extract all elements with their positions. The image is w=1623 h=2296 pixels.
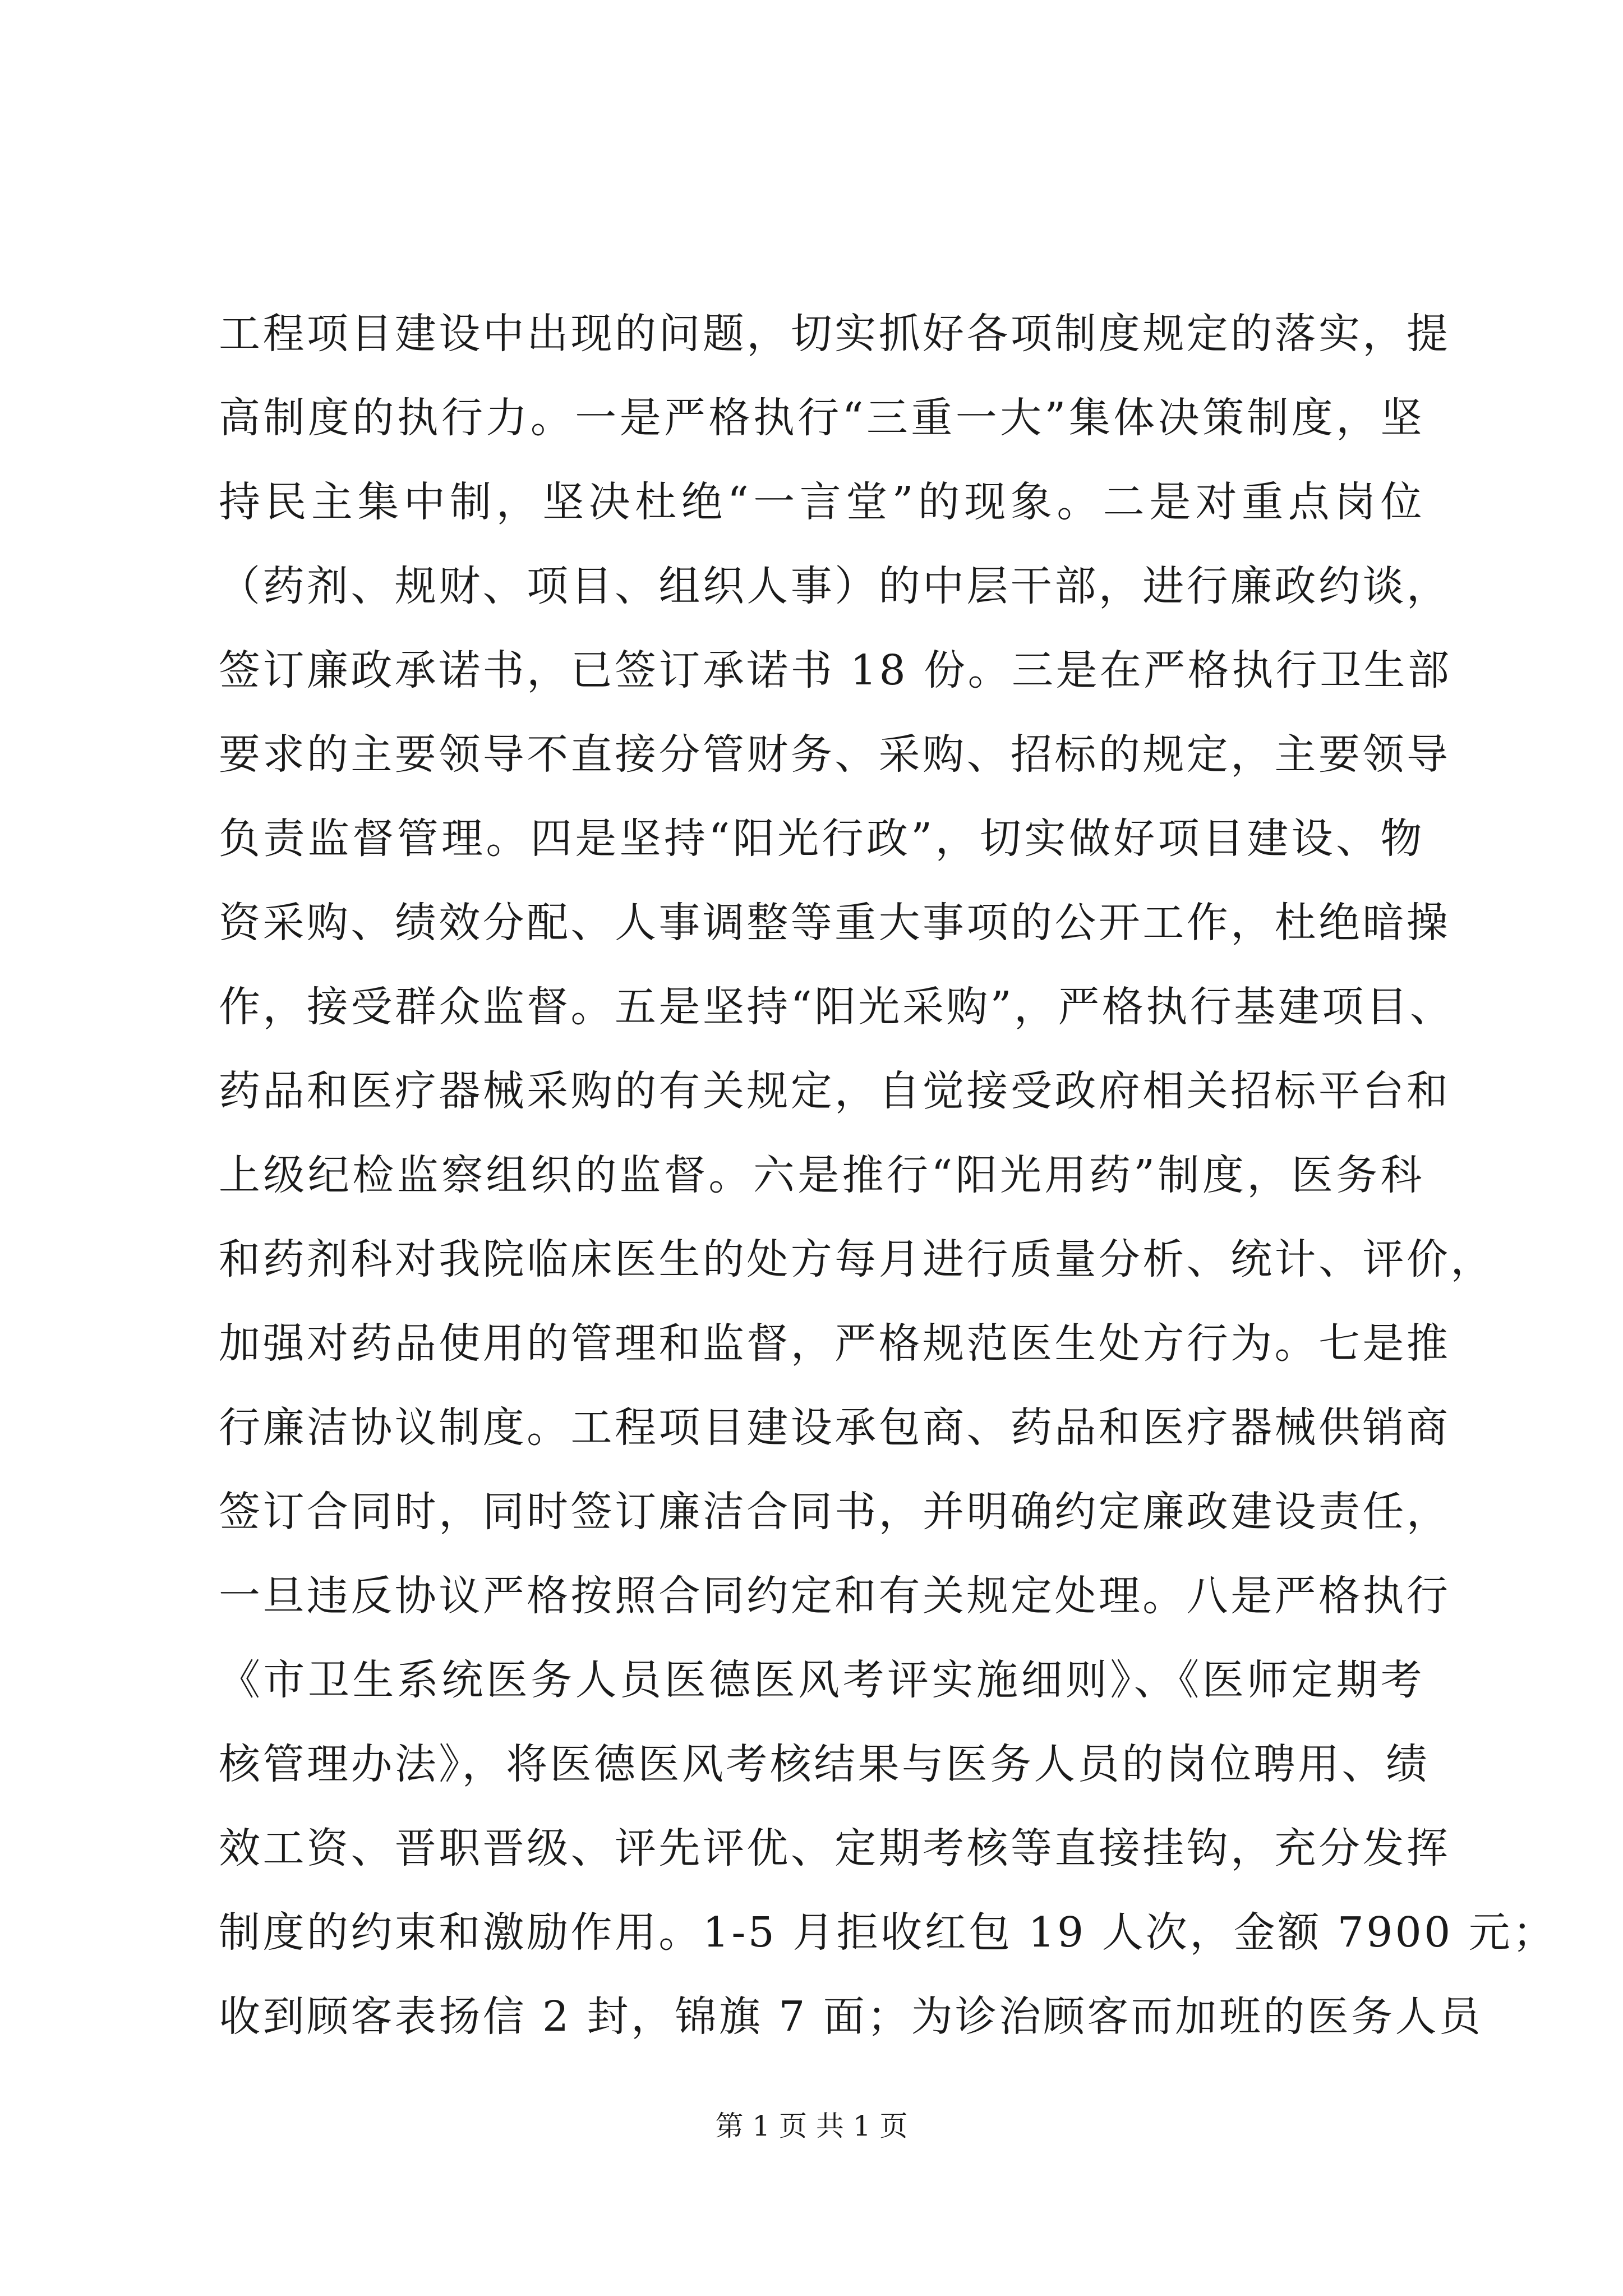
text-line: 行廉洁协议制度。工程项目建设承包商、药品和医疗器械供销商 — [219, 1404, 1451, 1452]
text-line: 工程项目建设中出现的问题，切实抓好各项制度规定的落实，提 — [219, 310, 1451, 358]
text-line: 收到顾客表扬信 2 封，锦旗 7 面；为诊治顾客而加班的医务人员 — [219, 1993, 1483, 2041]
text-line: 效工资、晋职晋级、评先评优、定期考核等直接挂钩，充分发挥 — [219, 1824, 1451, 1872]
text-line: 核管理办法》，将医德医风考核结果与医务人员的岗位聘用、绩 — [219, 1740, 1430, 1788]
text-line: 签订廉政承诺书，已签订承诺书 18 份。三是在严格执行卫生部 — [219, 646, 1452, 694]
text-line: 资采购、绩效分配、人事调整等重大事项的公开工作，杜绝暗操 — [219, 899, 1451, 947]
body-text — [219, 292, 1557, 2059]
page-number-label: 第 1 页 共 1 页 — [715, 2110, 908, 2142]
text-line: 加强对药品使用的管理和监督，严格规范医生处方行为。七是推 — [219, 1319, 1451, 1368]
page-footer — [0, 2109, 1623, 2143]
text-line: 《市卫生系统医务人员医德医风考评实施细则》、《医师定期考 — [219, 1656, 1424, 1704]
text-line: （药剂、规财、项目、组织人事）的中层干部，进行廉政约谈， — [219, 562, 1451, 610]
text-line: 签订合同时，同时签订廉洁合同书，并明确约定廉政建设责任， — [219, 1488, 1451, 1536]
text-line: 药品和医疗器械采购的有关规定，自觉接受政府相关招标平台和 — [219, 1067, 1451, 1115]
text-line: 高制度的执行力。一是严格执行“三重一大”集体决策制度，坚 — [219, 394, 1424, 442]
text-line: 要求的主要领导不直接分管财务、采购、招标的规定，主要领导 — [219, 730, 1451, 779]
text-line: 持民主集中制，坚决杜绝“一言堂”的现象。二是对重点岗位 — [219, 478, 1424, 526]
text-line: 一旦违反协议严格按照合同约定和有关规定处理。八是严格执行 — [219, 1572, 1451, 1620]
text-line: 负责监督管理。四是坚持“阳光行政”，切实做好项目建设、物 — [219, 815, 1424, 863]
text-line: 制度的约束和激励作用。1-5 月拒收红包 19 人次，金额 7900 元； — [219, 1908, 1557, 1957]
text-line: 和药剂科对我院临床医生的处方每月进行质量分析、统计、评价， — [219, 1235, 1495, 1283]
text-line: 作，接受群众监督。五是坚持“阳光采购”，严格执行基建项目、 — [219, 983, 1454, 1031]
text-line: 上级纪检监察组织的监督。六是推行“阳光用药”制度，医务科 — [219, 1151, 1424, 1199]
